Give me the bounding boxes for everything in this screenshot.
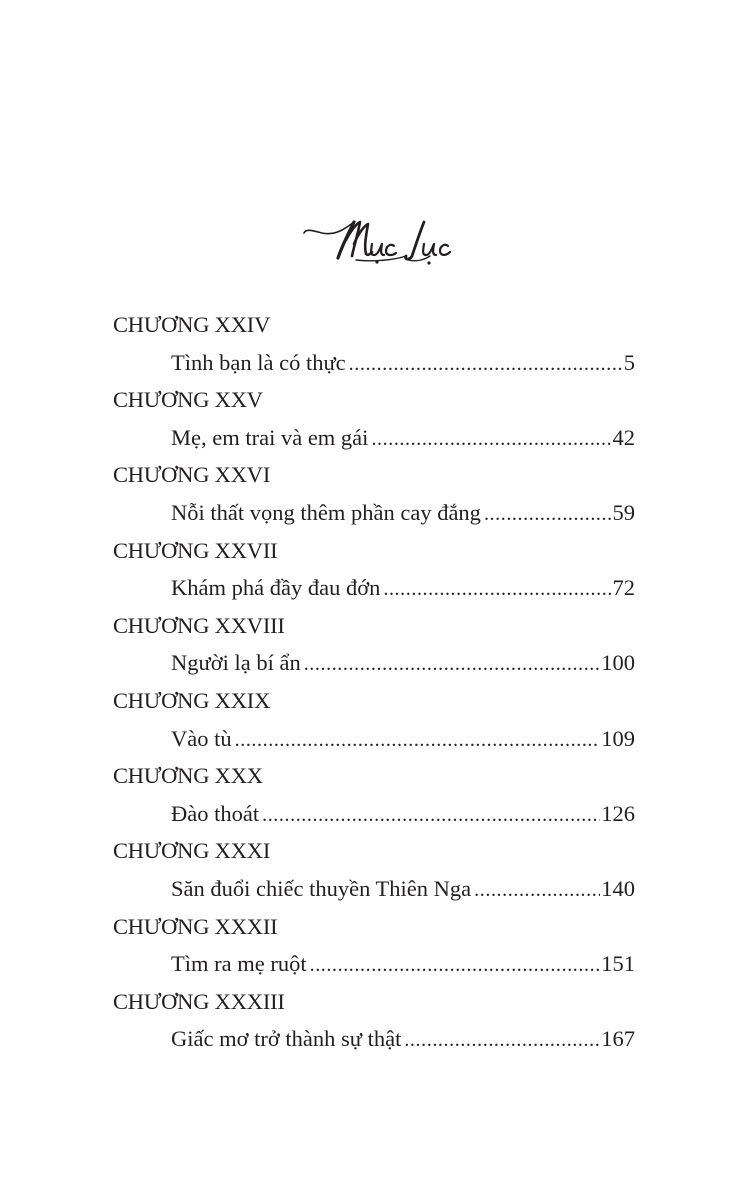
toc-entry[interactable] bbox=[113, 1020, 635, 1058]
page-number: 140 bbox=[601, 875, 635, 901]
table-of-contents bbox=[113, 306, 635, 1058]
dot-leader bbox=[262, 797, 600, 835]
entry-title: Người lạ bí ẩn bbox=[171, 650, 301, 676]
toc-entry[interactable] bbox=[113, 569, 635, 607]
chapter-heading: CHƯƠNG XXXIII bbox=[113, 988, 285, 1014]
toc-entry[interactable] bbox=[113, 870, 635, 908]
page-number: 72 bbox=[612, 575, 635, 601]
page-number: 167 bbox=[601, 1026, 635, 1052]
entry-title: Vào tù bbox=[171, 725, 232, 751]
toc-entry[interactable] bbox=[113, 344, 635, 382]
toc-entry[interactable] bbox=[113, 419, 635, 457]
entry-title: Tìm ra mẹ ruột bbox=[171, 951, 307, 977]
chapter-heading: CHƯƠNG XXX bbox=[113, 763, 263, 789]
chapter-heading: CHƯƠNG XXXII bbox=[113, 913, 278, 939]
dot-leader bbox=[349, 346, 623, 384]
script-title-graphic bbox=[284, 200, 464, 280]
toc-entry[interactable] bbox=[113, 494, 635, 532]
dot-leader bbox=[304, 646, 601, 684]
dot-leader bbox=[484, 496, 612, 534]
entry-title: Nỗi thất vọng thêm phần cay đắng bbox=[171, 499, 481, 525]
page-number: 109 bbox=[601, 725, 635, 751]
chapter-heading: CHƯƠNG XXVII bbox=[113, 537, 278, 563]
page-number: 59 bbox=[612, 499, 635, 525]
entry-title: Giấc mơ trở thành sự thật bbox=[171, 1026, 402, 1052]
entry-title: Mẹ, em trai và em gái bbox=[171, 424, 369, 450]
entry-title: Săn đuổi chiếc thuyền Thiên Nga bbox=[171, 875, 472, 901]
diacritic-dot bbox=[375, 260, 378, 263]
entry-title: Đào thoát bbox=[171, 800, 260, 826]
page-number: 151 bbox=[601, 951, 635, 977]
chapter-heading: CHƯƠNG XXIX bbox=[113, 687, 271, 713]
entry-title: Tình bạn là có thực bbox=[171, 349, 346, 375]
toc-entry[interactable] bbox=[113, 945, 635, 983]
chapter-heading: CHƯƠNG XXV bbox=[113, 387, 263, 413]
entry-title: Khám phá đầy đau đớn bbox=[171, 575, 381, 601]
toc-entry[interactable] bbox=[113, 644, 635, 682]
chapter-heading: CHƯƠNG XXVI bbox=[113, 462, 271, 488]
toc-entry[interactable] bbox=[113, 720, 635, 758]
dot-leader bbox=[310, 947, 601, 985]
page-number: 5 bbox=[623, 349, 635, 375]
chapter-heading: CHƯƠNG XXXI bbox=[113, 838, 271, 864]
page-number: 126 bbox=[601, 800, 635, 826]
dot-leader bbox=[474, 872, 600, 910]
dot-leader bbox=[383, 571, 611, 609]
chapter-heading: CHƯƠNG XXVIII bbox=[113, 612, 285, 638]
chapter-heading: CHƯƠNG XXIV bbox=[113, 312, 271, 337]
page-number: 42 bbox=[612, 424, 635, 450]
dot-leader bbox=[404, 1022, 600, 1060]
dot-leader bbox=[235, 722, 601, 760]
page-title bbox=[0, 200, 748, 280]
diacritic-dot bbox=[427, 261, 430, 264]
page-number: 100 bbox=[601, 650, 635, 676]
dot-leader bbox=[371, 421, 611, 459]
toc-entry[interactable] bbox=[113, 795, 635, 833]
